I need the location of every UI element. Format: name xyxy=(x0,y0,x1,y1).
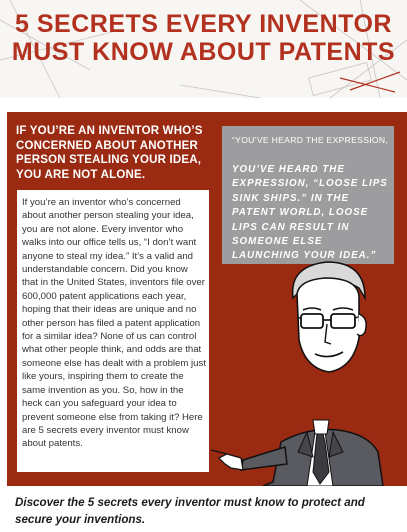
title-line-2: MUST KNOW ABOUT PATENTS xyxy=(11,38,396,66)
lead-heading: IF YOU’RE AN INVENTOR WHO’S CONCERNED ABOUT ANOTHER PERSON STEALING YOUR IDEA, YOU ARE NOT ALONE. xyxy=(16,125,203,181)
footer-banner xyxy=(0,490,407,532)
pull-quote-box xyxy=(222,126,394,264)
header-banner xyxy=(0,0,407,98)
footer-tagline: Discover the 5 secrets every inventor must know to protect and secure your inventions. xyxy=(15,496,365,526)
page-title xyxy=(0,10,407,66)
pull-quote-heading: “YOU’VE HEARD THE EXPRESSION, xyxy=(232,135,389,145)
body-text-box xyxy=(17,190,209,472)
body-paragraph: If you’re an inventor who’s concerned about another person stealing your idea, you are not alone. Every inventor who walks into our office tells us, “I don’t want anyone to steal my idea.” It’s a valid and understandable concern. Did you know that in the United States, inventors file over 600,000 patent applications each year, hoping that their ideas are unique and no other person has filed a patent application for a similar idea? None of us can control what other people think, and odds are that someone else has dealt with a problem just like yours, inspiring them to create the same invention as you. So, how in the heck can you safeguard your idea to prevent someone else from taking it? Here are 5 secrets every inventor must know about patents. xyxy=(22,197,206,450)
pull-quote-text: YOU’VE HEARD THE EXPRESSION, “LOOSE LIPS SINK SHIPS.” IN THE PATENT WORLD, LOOSE LIPS CAN RESULT IN SOMEONE ELSE LAUNCHING YOUR IDEA.” xyxy=(232,164,388,262)
presenter-man-illustration-icon xyxy=(203,372,407,486)
content-panel xyxy=(7,112,407,486)
presenter-head-icon xyxy=(279,258,379,388)
title-line-1: 5 SECRETS EVERY INVENTOR xyxy=(15,10,392,38)
